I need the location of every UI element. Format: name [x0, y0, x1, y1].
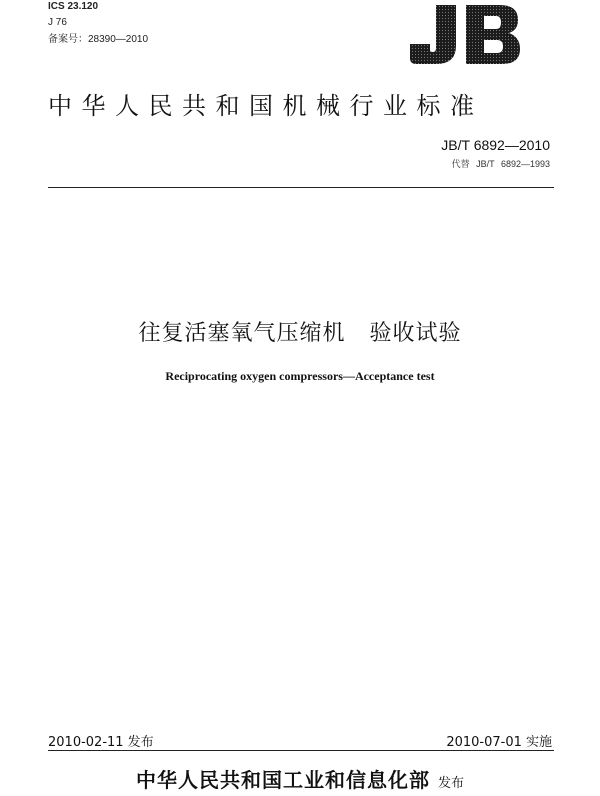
issuing-authority: 中华人民共和国工业和信息化部: [135, 768, 430, 792]
issuer-line: [0, 764, 600, 793]
issue-date: 2010-02-11 发布: [48, 735, 154, 750]
replaces-standard: 代替 JB/T 6892—1993: [451, 159, 550, 169]
bottom-divider: [48, 750, 554, 751]
classification-code: J 76: [48, 17, 67, 28]
document-title-english: Reciprocating oxygen compressors—Acceptance test: [165, 369, 435, 383]
standard-category-title: 中华人民共和国机械行业标准: [48, 92, 484, 120]
implementation-date: 2010-07-01 实施: [446, 735, 552, 750]
document-title-chinese: 往复活塞氧气压缩机 验收试验: [138, 321, 462, 346]
filing-number: 备案号：28390—2010: [48, 34, 149, 45]
jb-logo: [408, 2, 522, 66]
standard-number: JB/T 6892—2010: [441, 137, 550, 153]
ics-code: ICS 23.120: [48, 1, 99, 12]
issuer-suffix: 发布: [437, 776, 464, 791]
top-divider: [48, 187, 554, 188]
